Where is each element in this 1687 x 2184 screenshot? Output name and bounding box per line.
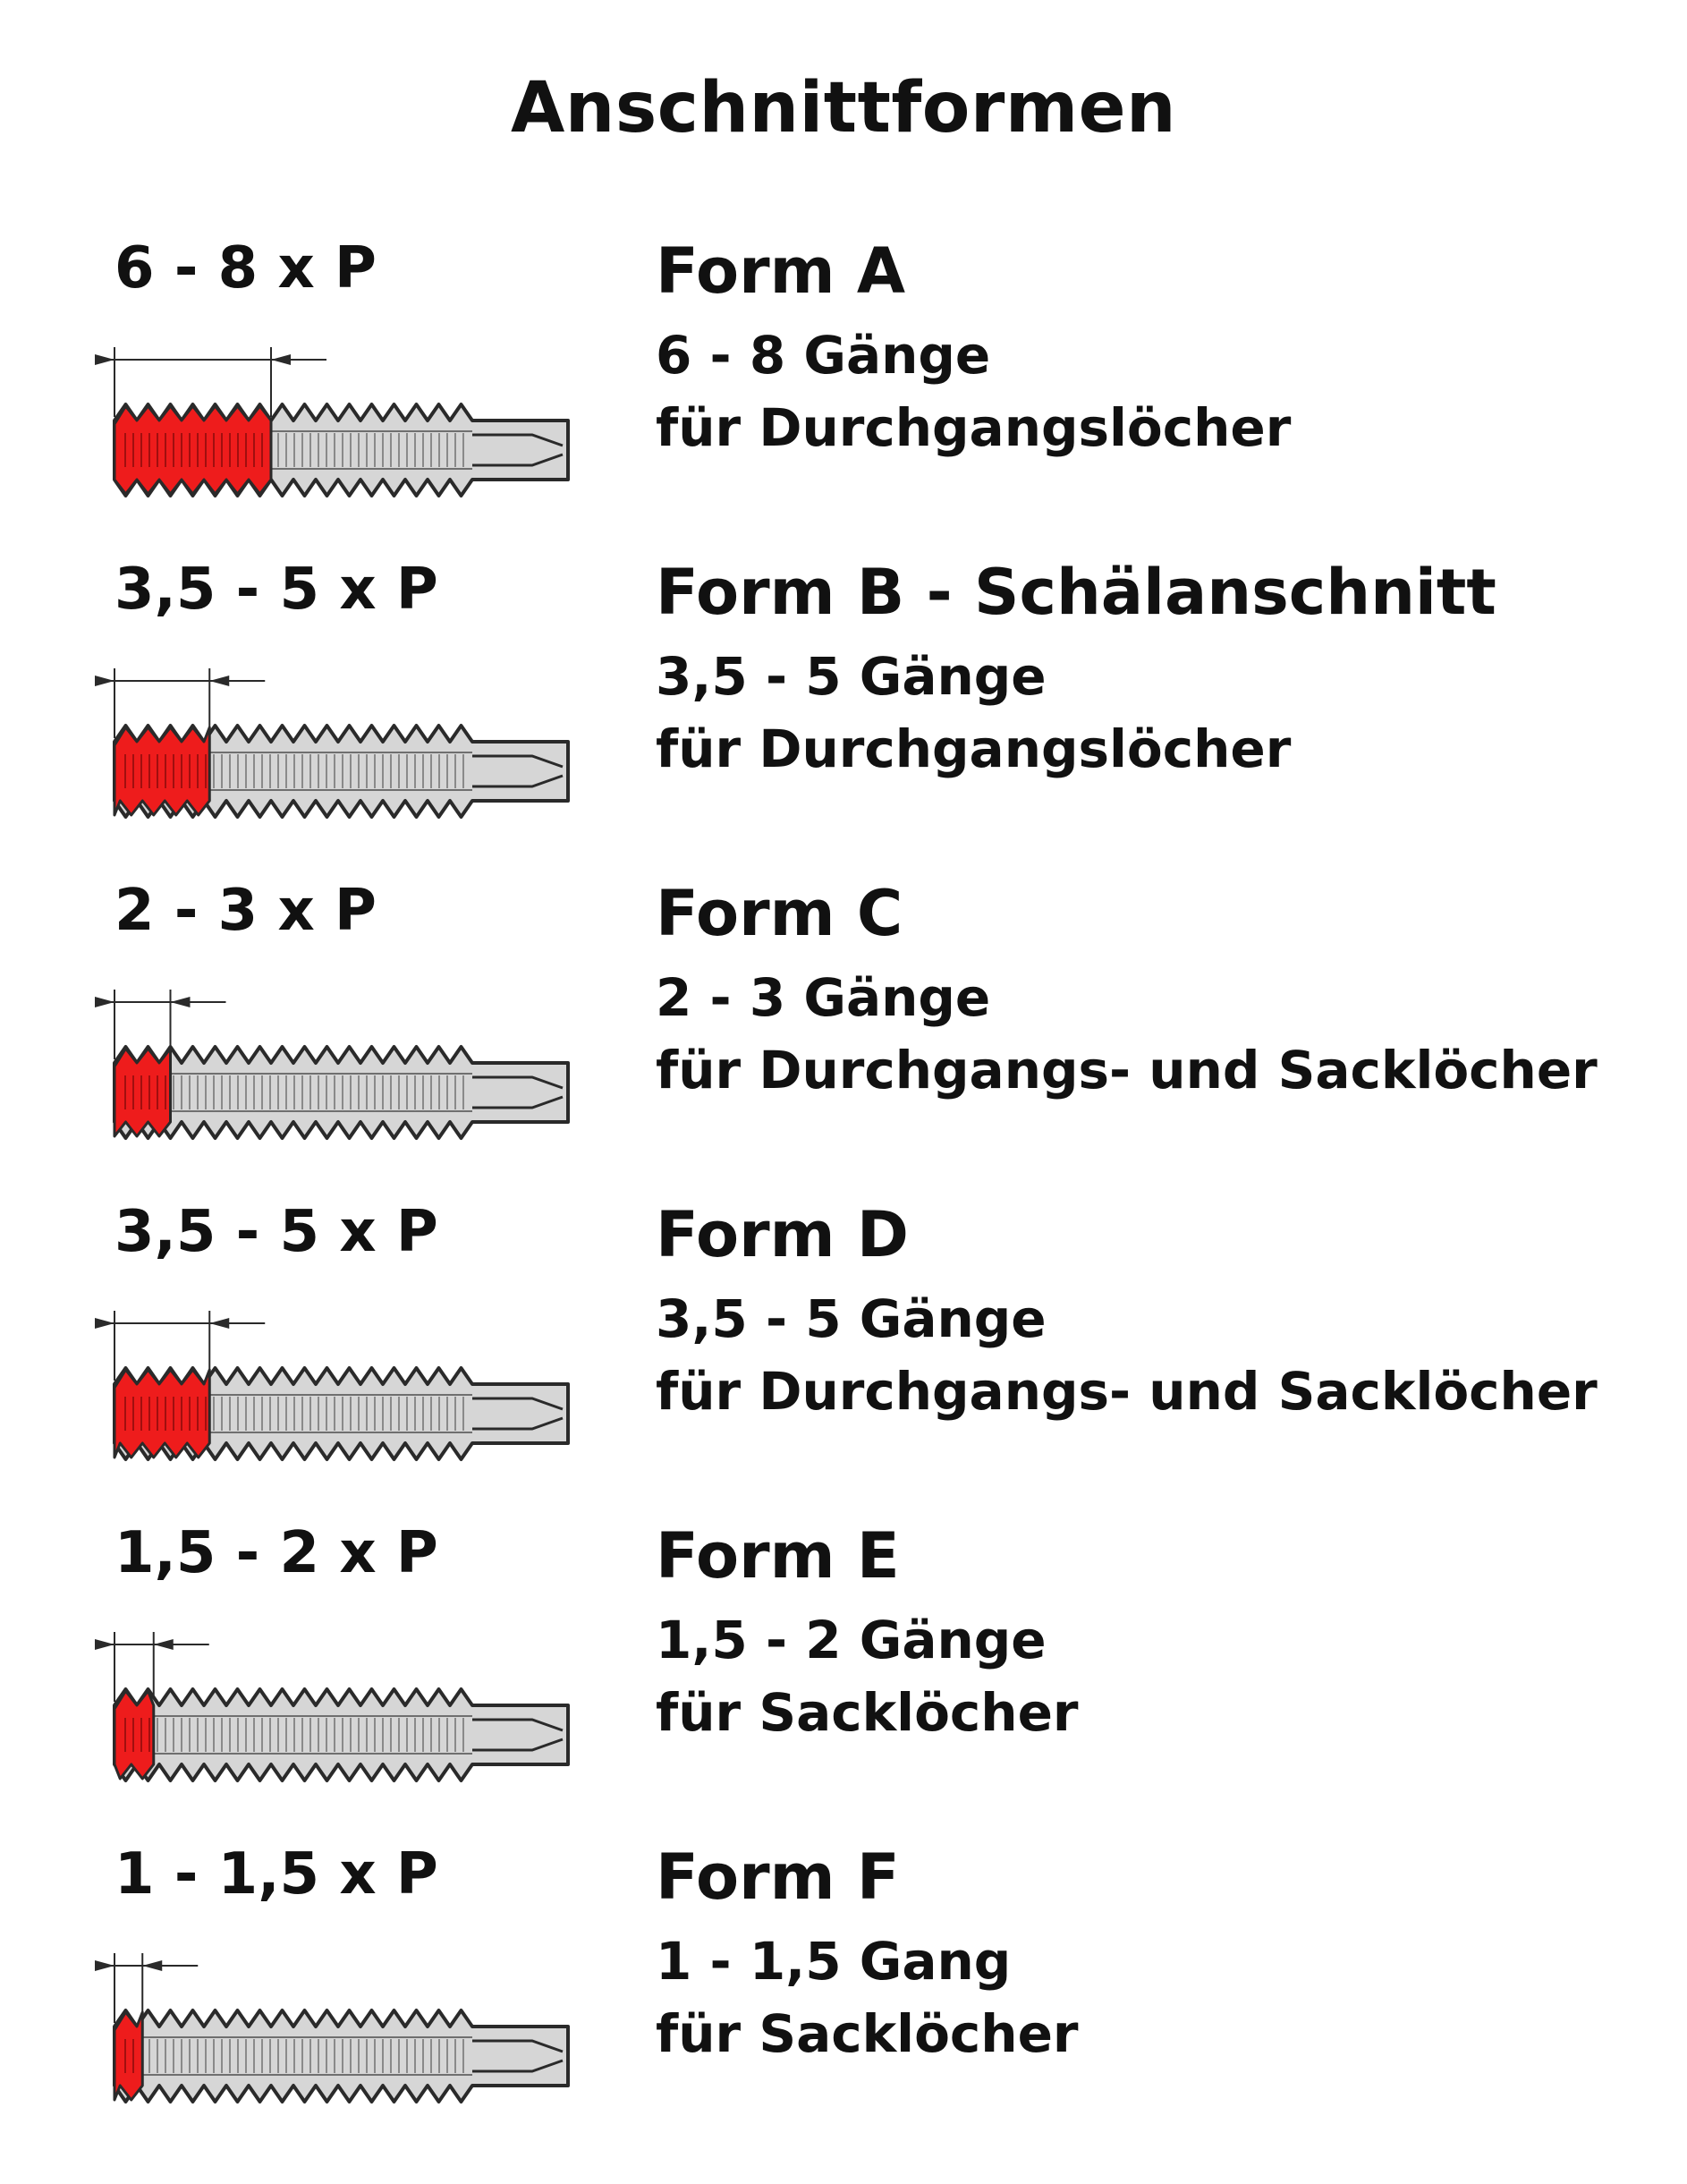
chamfer-region [114,2012,142,2100]
dimension-arrow [95,676,114,686]
hole-type: für Durchgangs- und Sacklöcher [656,1361,1598,1422]
thread-count: 3,5 - 5 Gänge [656,646,1047,707]
chamfer-region [114,406,271,494]
chamfer-region [114,1049,171,1136]
dimension-arrow [142,1960,162,1971]
form-b-row [0,556,1687,883]
chamfer-region [114,727,209,815]
dimension-arrow [95,354,114,365]
chamfer-length-label: 1 - 1,5 x P [114,1841,438,1908]
form-name: Form B - Schälanschnitt [656,556,1496,629]
chamfer-region [114,1370,209,1457]
chamfer-length-label: 2 - 3 x P [114,878,377,944]
thread-count: 6 - 8 Gänge [656,325,991,386]
form-d-description [656,1198,1598,1438]
chamfer-length-label: 3,5 - 5 x P [114,1199,438,1265]
thread-count: 1,5 - 2 Gänge [656,1610,1047,1670]
tap-diagram-form-a [107,311,590,499]
page-title: Anschnittformen [510,68,1177,149]
form-e-row [0,1519,1687,1847]
form-f-row [0,1840,1687,2168]
dimension-arrow [95,1639,114,1650]
form-f-description [656,1840,1079,2080]
form-a-row [0,234,1687,562]
form-name: Form E [656,1519,900,1593]
dimension-arrow [271,354,291,365]
tap-diagram-form-f [107,1917,590,2105]
tap-body [114,1689,568,1780]
hole-type: für Durchgangslöcher [656,718,1292,779]
dimension-arrow [209,1318,229,1329]
form-name: Form C [656,877,903,950]
chamfer-length-label: 6 - 8 x P [114,235,377,302]
tap-body [114,2010,568,2102]
form-b-description [656,556,1496,795]
form-name: Form A [656,234,906,308]
thread-count: 1 - 1,5 Gang [656,1931,1012,1992]
form-a-description [656,234,1292,474]
dimension-arrow [95,1960,114,1971]
form-e-description [656,1519,1079,1759]
hole-type: für Sacklöcher [656,1682,1079,1743]
tap-diagram-form-e [107,1596,590,1784]
dimension-arrow [209,676,229,686]
thread-count: 2 - 3 Gänge [656,967,991,1028]
tap-body [114,1047,568,1138]
dimension-arrow [154,1639,174,1650]
hole-type: für Durchgangslöcher [656,397,1292,458]
hole-type: für Sacklöcher [656,2003,1079,2064]
tap-diagram-form-b [107,633,590,820]
form-name: Form D [656,1198,910,1271]
hole-type: für Durchgangs- und Sacklöcher [656,1040,1598,1100]
form-d-row [0,1198,1687,1525]
dimension-arrow [171,997,191,1007]
thread-count: 3,5 - 5 Gänge [656,1288,1047,1349]
dimension-arrow [95,1318,114,1329]
form-c-row [0,877,1687,1204]
chamfer-length-label: 3,5 - 5 x P [114,557,438,623]
chamfer-length-label: 1,5 - 2 x P [114,1520,438,1586]
form-name: Form F [656,1840,900,1914]
tap-diagram-form-d [107,1275,590,1463]
tap-diagram-form-c [107,954,590,1142]
form-c-description [656,877,1598,1117]
dimension-arrow [95,997,114,1007]
